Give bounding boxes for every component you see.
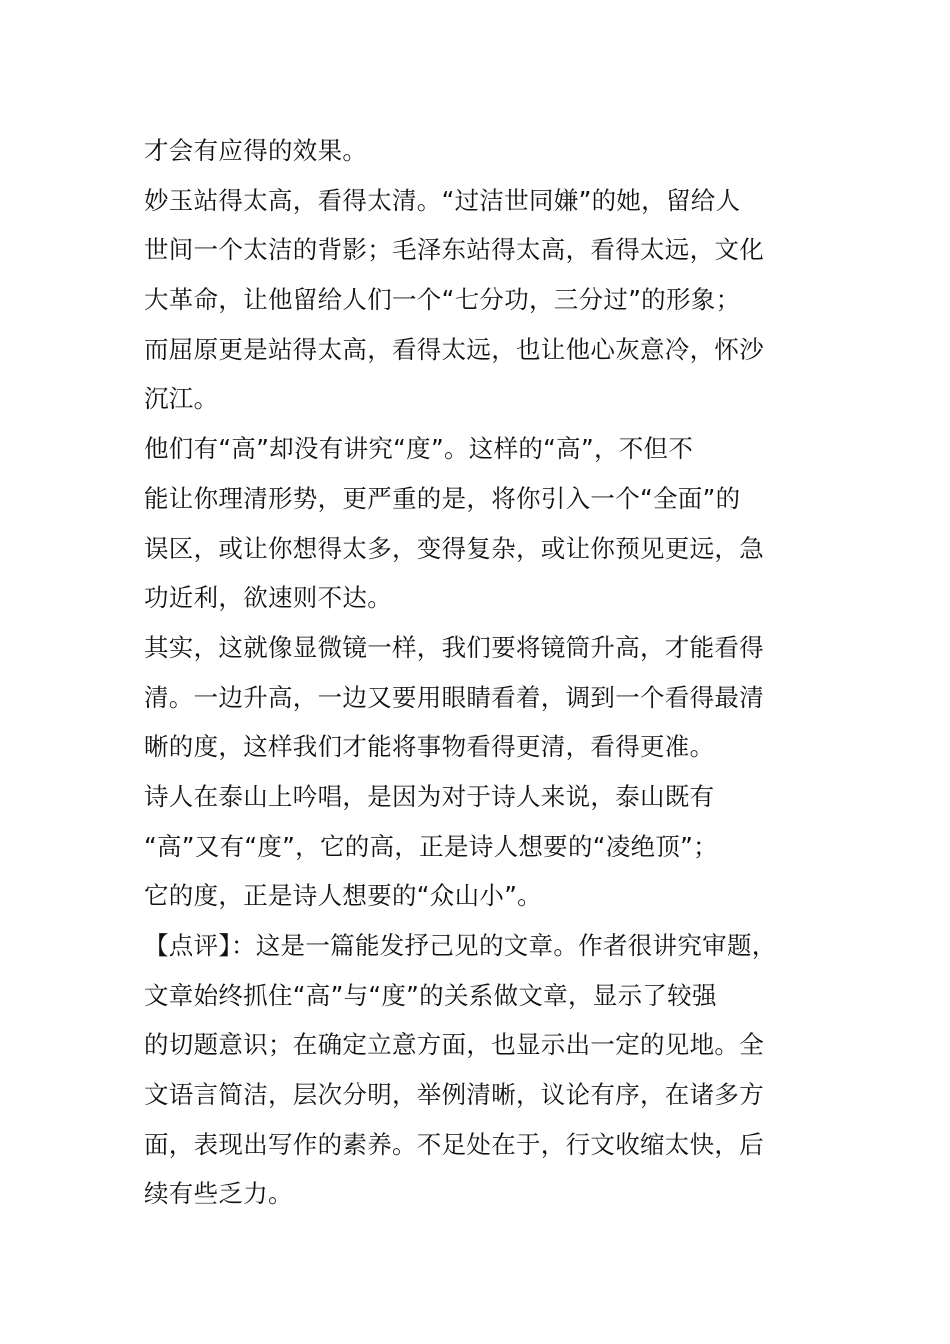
- text-line: 能让你理清形势，更严重的是，将你引入一个“全面”的: [144, 483, 741, 513]
- text-line: 的切题意识；在确定立意方面，也显示出一定的见地。全: [144, 1030, 764, 1060]
- essay-text: [144, 126, 794, 1219]
- text-line: 清。一边升高，一边又要用眼睛看着，调到一个看得最清: [144, 682, 764, 712]
- text-line: 功近利，欲速则不达。: [144, 583, 392, 613]
- text-line: 它的度，正是诗人想要的“众山小”。: [144, 881, 542, 911]
- text-line: 文语言简洁，层次分明，举例清晰，议论有序，在诸多方: [144, 1080, 764, 1110]
- text-line: 而屈原更是站得太高，看得太远，也让他心灰意冷，怀沙: [144, 334, 764, 364]
- text-line: 面，表现出写作的素养。不足处在于，行文收缩太快，后: [144, 1129, 764, 1159]
- text-line: 文章始终抓住“高”与“度”的关系做文章，显示了较强: [144, 980, 717, 1010]
- text-line: 诗人在泰山上吟唱，是因为对于诗人来说，泰山既有: [144, 781, 715, 811]
- text-line: 晰的度，这样我们才能将事物看得更清，看得更准。: [144, 732, 715, 762]
- text-line: 沉江。: [144, 384, 219, 414]
- text-line: 才会有应得的效果。: [144, 136, 368, 165]
- text-line: 【点评】：这是一篇能发抒己见的文章。作者很讲究审题，: [144, 931, 777, 960]
- text-line: “高”又有“度”，它的高，正是诗人想要的“凌绝顶”；: [144, 831, 718, 861]
- text-line: 妙玉站得太高，看得太清。“过洁世同嫌”的她，留给人: [144, 185, 741, 215]
- text-line: 误区，或让你想得太多，变得复杂，或让你预见更远，急: [144, 533, 764, 563]
- text-line: 大革命，让他留给人们一个“七分功，三分过”的形象；: [144, 285, 741, 315]
- text-line: 其实，这就像显微镜一样，我们要将镜筒升高，才能看得: [144, 632, 764, 662]
- text-line: 他们有“高”却没有讲究“度”。这样的“高”，不但不: [144, 434, 694, 464]
- text-line: 世间一个太洁的背影；毛泽东站得太高，看得太远，文化: [144, 235, 764, 265]
- text-line: 续有些乏力。: [144, 1179, 293, 1209]
